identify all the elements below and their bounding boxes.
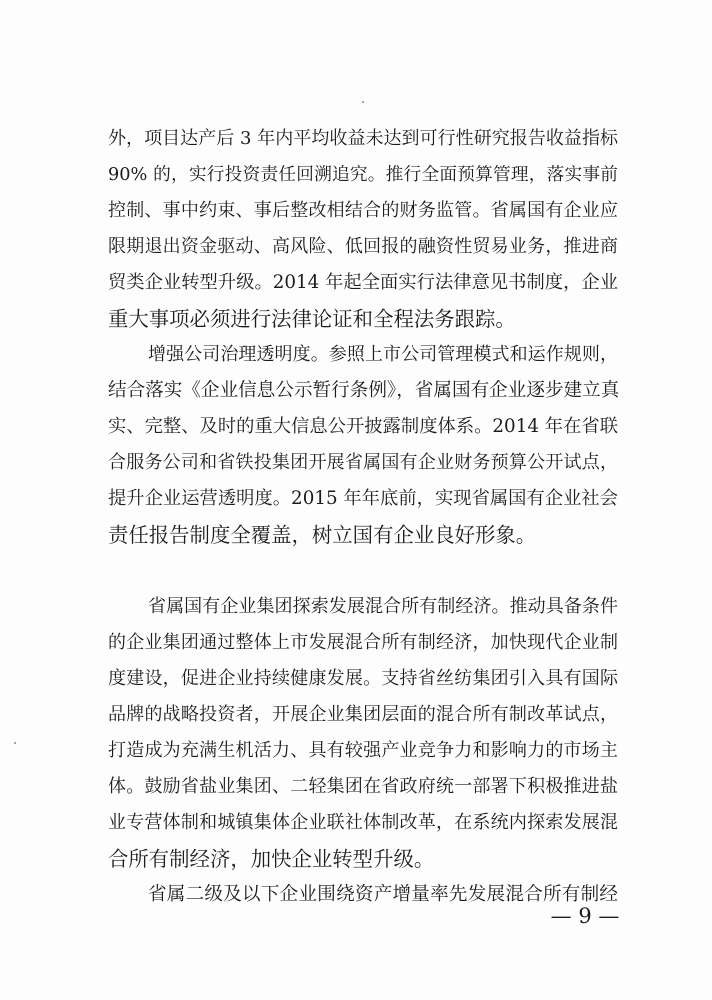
paragraph-line: 外，项目达产后 3 年内平均收益未达到可行性研究报告收益指标 [108,128,618,149]
paragraph-line: 合所有制经济，加快企业转型升级。 [108,847,435,871]
paragraph-line: 增强公司治理透明度。参照上市公司管理模式和运作规则， [148,344,618,365]
paragraph-line: 贸类企业转型升级。2014 年起全面实行法律意见书制度，企业 [108,272,618,293]
paragraph-line: 打造成为充满生机活力、具有较强产业竞争力和影响力的市场主 [108,740,618,761]
paragraph-line: 提升企业运营透明度。2015 年年底前，实现省属国有企业社会 [108,488,618,509]
paragraph-line: 重大事项必须进行法律论证和全程法务跟踪。 [108,307,516,331]
paragraph-line: 度建设，促进企业持续健康发展。支持省丝纺集团引入具有国际 [108,668,618,689]
paragraph-line: 省属二级及以下企业围绕资产增量率先发展混合所有制经 [148,884,618,905]
paragraph-line: 责任报告制度全覆盖，树立国有企业良好形象。 [108,523,537,547]
paragraph-line: 省属国有企业集团探索发展混合所有制经济。推动具备条件 [148,596,618,617]
paragraph-line: 90% 的，实行投资责任回溯追究。推行全面预算管理，落实事前 [108,165,618,185]
paragraph-line: 合服务公司和省铁投集团开展省属国有企业财务预算公开试点， [108,452,618,473]
paragraph-line: 限期退出资金驱动、高风险、低回报的融资性贸易业务，推进商 [108,236,618,257]
section-heading [148,556,618,586]
paragraph-line: 业专营体制和城镇集体企业联社体制改革，在系统内探索发展混 [108,812,618,833]
paragraph-line: 的企业集团通过整体上市发展混合所有制经济，加快现代企业制 [108,632,618,653]
paragraph-line: 实、完整、及时的重大信息公开披露制度体系。2014 年在省联 [108,416,618,437]
paragraph-line: 结合落实《企业信息公示暂行条例》，省属国有企业逐步建立真 [108,380,620,401]
paragraph-line: 体。鼓励省盐业集团、二轻集团在省政府统一部署下积极推进盐 [108,776,618,797]
paragraph-line: 品牌的战略投资者，开展企业集团层面的混合所有制改革试点， [108,704,618,725]
paragraph-line: 控制、事中约束、事后整改相结合的财务监管。省属国有企业应 [108,200,618,221]
page-number: — 9 — [550,904,620,928]
